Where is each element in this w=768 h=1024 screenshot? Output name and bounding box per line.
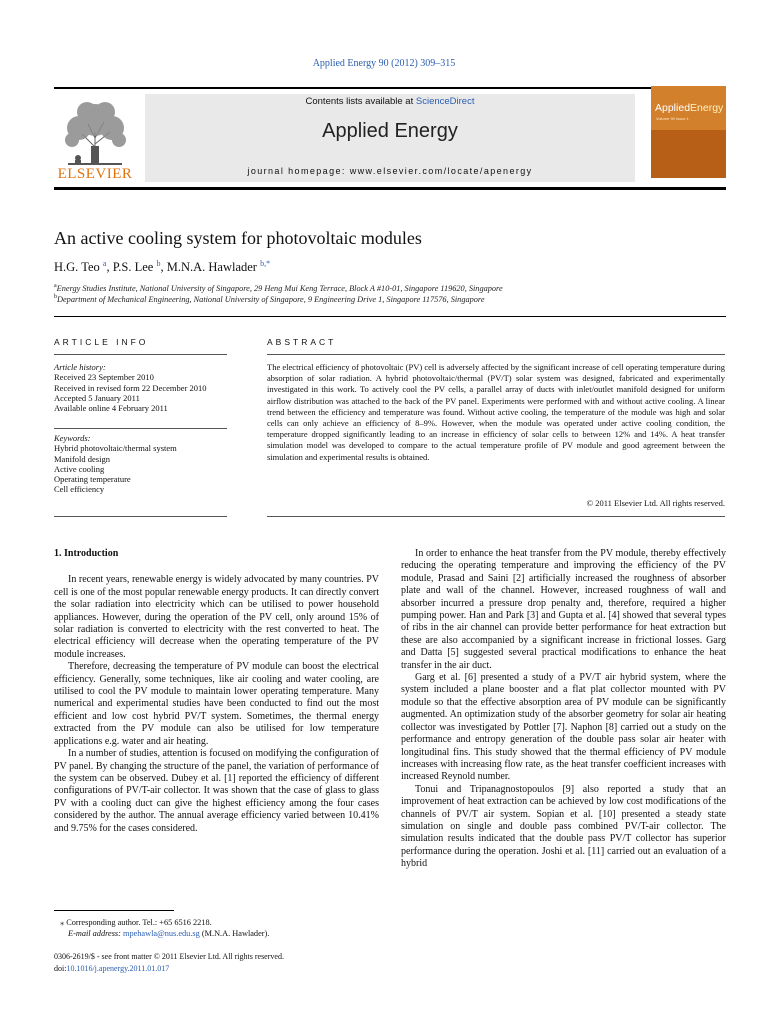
body-paragraph: In a number of studies, attention is focused on modifying the configuration of PV panel. By changing the structure of the panel, the variation of performance of the system can be observed. Dubey et al. [1] reported the efficiency of different configurations of PV/T-air collector. It was shown that the case of glass to glass PV with a cooling duct can give the highest efficiency among the four cases considered by the author. The annual average efficiency varied between 10.41% and 9.75% for the cases considered. [54,748,379,834]
keyword: Active cooling [54,463,105,474]
issn-line: 0306-2619/$ - see front matter © 2011 Elsevier Ltd. All rights reserved. [54,952,284,961]
header-bottom-rule [54,187,726,190]
email-link[interactable]: mpehawla@nus.edu.sg [123,929,200,938]
section-heading: 1. Introduction [54,548,119,559]
affiliation [54,294,485,304]
email-suffix: (M.N.A. Hawlader). [199,929,270,938]
history-label: Article history: [54,362,106,372]
footnote-rule [54,910,174,911]
body-paragraph: In order to enhance the heat transfer from the PV module, thereby effectively reducing the operating temperature and improving the efficiency of the PV module, Prasad and Saini [2] artificially increased the roughness of absorber plate and wall of the channel. However, increased roughness of wall and absorber incurred a pressure drop penalty and, therefore, required a higher pumping power. Han and Park [3] and Gupta et al. [4] showed that several types of ribs in the air channel can provide better performance for heat extraction but these are also accompanied by a significant increase in frictional losses. Garg and Datta [5] suggested several practical modifications to enhance the heat transfer in the air duct. [401,548,726,671]
body-paragraph: Garg et al. [6] presented a study of a PV/T air hybrid system, where the system included a plane booster and a flat plat collector mounted with PV module so that the effective absorption area of PV module can be significantly augmented. An optimization study of the absorber geometry for solar air heating collector was investigated by Pottler [7]. Naphon [8] carried out a study on the performance and entropy generation of the double pass solar air heater with longitudinal fins. This study showed that the thermal efficiency of PV module increases with increasing flow rate, as the heat transfer coefficient increases with increased Reynold number. [401,672,726,783]
abstract-rule [267,354,725,355]
body-column-right [401,548,726,871]
abstract-text: The electrical efficiency of photovoltaic (PV) cell is adversely affected by the significant increase of cell operating temperature during absorption of solar radiation. A hybrid photovoltaic/thermal (PV/T) solar system was designed, fabricated and experimentally investigated in this work. To actively cool the PV cells, a parallel array of ducts with inlet/outlet manifold designed for uniform airflow distribution was attached to the back of the PV panel. Experiments were performed with and without active cooling. A linear trend between the efficiency and temperature was found. Without active cooling, the temperature of the module was high and solar cells can only achieve an efficiency of 8–9%. However, when the module was operated under active cooling condition, the temperature dropped significantly leading to an increase in efficiency of solar cells to between 12% and 14%. A heat transfer simulation model was developed to compare to the actual temperature profile of PV module and good agreement between the simulation and experimental results is obtained. [267,362,725,462]
keywords-block [54,433,177,495]
keywords-bottom-rule [54,516,227,517]
article-info-heading: ARTICLE INFO [54,337,149,347]
history-item: Accepted 5 January 2011 [54,392,140,403]
body-column-left [54,548,379,835]
journal-citation[interactable]: Applied Energy 90 (2012) 309–315 [312,58,456,69]
affiliation-text: Department of Mechanical Engineering, National University of Singapore, 9 Engineering Drive 1, Singapore 117576, Singapore [57,294,485,304]
cover-title [655,102,723,114]
cover-title-b: Energy [690,102,724,114]
abstract-bottom-rule [267,516,725,517]
author-affil-mark[interactable]: a [102,259,107,268]
doi-link[interactable]: 10.1016/j.apenergy.2011.01.017 [66,964,170,973]
history-item: Available online 4 February 2011 [54,403,168,414]
homepage-prefix: journal homepage: [247,166,350,176]
history-item: Received in revised form 22 December 2010 [54,382,207,393]
header-top-rule [54,87,726,89]
corresponding-author-note: ⁎ Corresponding author. Tel.: +65 6516 2218. [60,918,212,927]
author-affil-mark[interactable]: b,* [260,259,271,268]
abstract-heading: ABSTRACT [267,337,337,347]
author-name: P.S. Lee [112,260,154,275]
journal-title: Applied Energy [322,120,458,142]
email-note [68,929,269,938]
homepage-link[interactable]: www.elsevier.com/locate/apenergy [349,166,533,176]
keyword: Hybrid photovoltaic/thermal system [54,443,177,454]
elsevier-wordmark: ELSEVIER [57,166,133,182]
author-affil-mark[interactable]: b [156,259,161,268]
doi-line [54,964,169,973]
title-separator [54,316,726,317]
affiliation-mark: a [54,283,57,289]
keyword: Cell efficiency [54,484,105,495]
keyword: Operating temperature [54,474,131,485]
keywords-label: Keywords: [54,433,91,443]
body-paragraph: Therefore, decreasing the temperature of PV module can boost the electrical efficiency. Generally, some techniques, like air cooling and water cooling, are utilised to cool the PV module to maintain lower operating temperature. Many numerical and experimental studies have been conducted to find out the most efficient and low cost hybrid PV/T system. Sometimes, the thermal energy extracted from the PV module can also be utilised for low temperature applications e.g. water and air heating. [54,661,379,747]
body-paragraph: In recent years, renewable energy is widely advocated by many countries. PV cell is one of the most popular renewable energy products. It can directly convert the solar radiation into electricity which can be utilised to power household appliances. However, during the operation of the PV cell, only around 15% of solar radiation is converted to electricity with the rest converted to heat. The electrical efficiency will decrease when the operating temperature of the PV module increases. [54,574,379,660]
affiliation-text: Energy Studies Institute, National University of Singapore, 29 Heng Mui Keng Terrace, Block A #10-01, Singapore 119620, Singapore [56,283,503,293]
affiliation [54,283,503,293]
affiliation-mark: b [54,294,57,300]
contents-prefix: Contents lists available at [305,96,416,107]
email-label: E-mail address: [68,929,123,938]
article-history [54,362,206,413]
doi-label: doi: [54,964,67,973]
paper-title: An active cooling system for photovoltaic modules [54,228,422,248]
sciencedirect-link[interactable]: ScienceDirect [415,96,475,107]
author-name: M.N.A. Hawlader [166,260,257,275]
journal-homepage [145,166,635,176]
author-list: H.G. Teo $^a$, P.S. Lee $^b$, M.N.A. Hawlader $^{b,*}$ [54,259,271,275]
keyword: Manifold design [54,453,110,464]
history-item: Received 23 September 2010 [54,372,154,383]
article-info-rule [54,354,227,355]
keywords-rule [54,428,227,429]
cover-title-a: Applied [655,102,691,114]
body-paragraph: Tonui and Tripanagnostopoulos [9] also reported a study that an improvement of heat extraction can be achieved by low cost modifications of the channels of PV/T air system. Sopian et al. [10] presented a steady state simulation on single and double pass combined PV/T-air collector. The simulation results indicated that the double pass PV/T collector has superior performance during the operation. Joshi et al. [11] carried out an evaluation of a hybrid [401,783,726,870]
cover-subtitle: Volume 90 Issue 1 [656,116,689,121]
abstract-copyright: © 2011 Elsevier Ltd. All rights reserved. [586,498,725,508]
cover-stripe [651,130,726,178]
author-name: H.G. Teo [54,260,100,275]
contents-line [145,96,635,107]
